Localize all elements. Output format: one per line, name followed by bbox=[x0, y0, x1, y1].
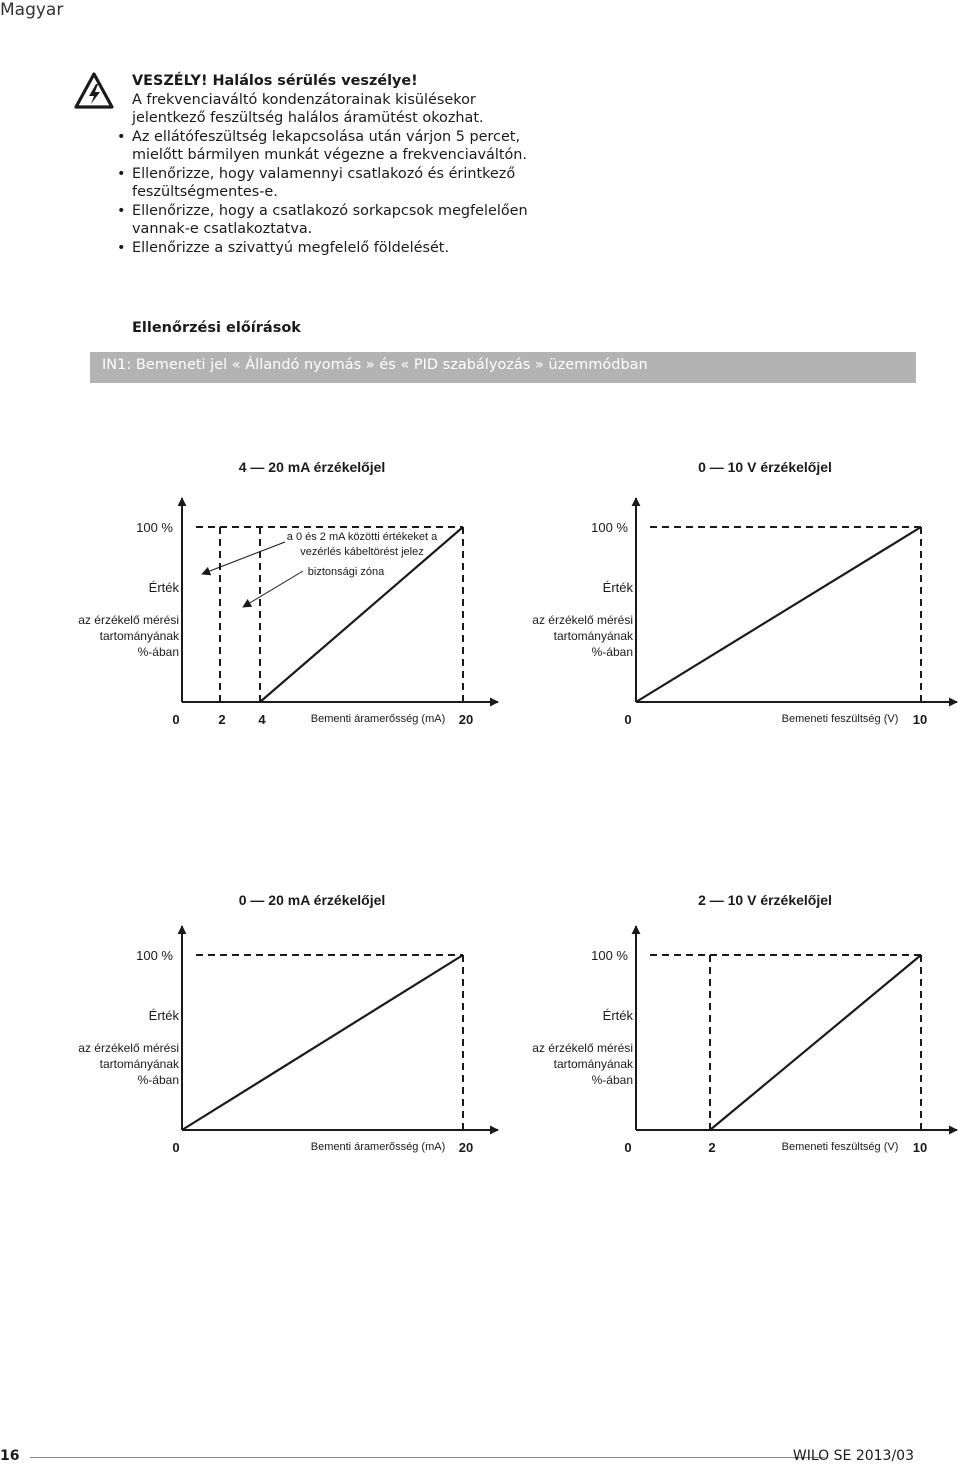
y-desc: tartományának bbox=[553, 1057, 633, 1071]
y-desc: %-ában bbox=[591, 1073, 633, 1087]
x-tick-label: 20 bbox=[458, 712, 474, 727]
x-tick-label: 10 bbox=[912, 1140, 928, 1155]
publisher-info: WILO SE 2013/03 bbox=[792, 1448, 914, 1464]
y-top-label: 100 % bbox=[591, 948, 628, 963]
y-desc: %-ában bbox=[591, 645, 633, 659]
y-desc: az érzékelő mérési bbox=[532, 1041, 633, 1055]
x-tick-label: 20 bbox=[458, 1140, 474, 1155]
warning-bullet-text: Ellenőrizze, hogy valamennyi csatlakozó és érintkező bbox=[132, 165, 516, 182]
bullet-glyph: • bbox=[117, 165, 126, 182]
banner-text: IN1: Bemeneti jel « Állandó nyomás » és « PID szabályozás » üzemmódban bbox=[102, 357, 648, 373]
x-tick-label: 0 bbox=[624, 712, 632, 727]
y-desc: %-ában bbox=[137, 1073, 179, 1087]
y-label: Érték bbox=[602, 580, 633, 595]
y-desc: az érzékelő mérési bbox=[78, 613, 179, 627]
characteristic-line bbox=[182, 955, 463, 1130]
warning-bullet-text: vannak-e csatlakoztatva. bbox=[132, 221, 313, 237]
characteristic-line bbox=[636, 527, 921, 702]
y-desc: %-ában bbox=[137, 645, 179, 659]
warning-bullet-text: mielőtt bármilyen munkát végezne a frekvenciaváltón. bbox=[132, 147, 528, 163]
characteristic-line bbox=[710, 955, 921, 1130]
x-axis-label: Bemeneti feszültség (V) bbox=[781, 1141, 899, 1153]
x-tick-label: 0 bbox=[172, 712, 180, 727]
section-title: Ellenőrzési előírások bbox=[132, 320, 301, 336]
annotation-text: vezérlés kábeltörést jelez bbox=[300, 546, 424, 558]
x-tick-label: 0 bbox=[172, 1140, 180, 1155]
x-tick-label: 4 bbox=[258, 712, 266, 727]
y-desc: tartományának bbox=[553, 629, 633, 643]
footer-rule bbox=[30, 1457, 825, 1458]
chart-4-20ma bbox=[78, 459, 498, 727]
warning-bullet-text: feszültségmentes-e. bbox=[132, 184, 278, 200]
y-label: Érték bbox=[602, 1008, 633, 1023]
y-desc: az érzékelő mérési bbox=[78, 1041, 179, 1055]
y-top-label: 100 % bbox=[591, 520, 628, 535]
warning-bullet-text: Ellenőrizze, hogy a csatlakozó sorkapcsok megfelelően bbox=[132, 202, 528, 219]
chart-title: 2 — 10 V érzékelőjel bbox=[698, 892, 832, 908]
annotation-arrow bbox=[202, 542, 285, 574]
y-label: Érték bbox=[148, 1008, 179, 1023]
page-number: 16 bbox=[0, 1448, 20, 1464]
chart-title: 0 — 20 mA érzékelőjel bbox=[238, 892, 386, 908]
x-tick-label: 0 bbox=[624, 1140, 632, 1155]
bullet-glyph: • bbox=[117, 202, 126, 219]
y-desc: az érzékelő mérési bbox=[532, 613, 633, 627]
warning-bullet-text: Ellenőrizze a szivattyú megfelelő földelését. bbox=[132, 239, 450, 256]
warning-intro-line: jelentkező feszültség halálos áramütést okozhat. bbox=[132, 110, 484, 126]
x-tick-label: 10 bbox=[912, 712, 928, 727]
annotation-arrow bbox=[243, 571, 303, 607]
warning-intro-line: A frekvenciaváltó kondenzátorainak kisülésekor bbox=[132, 91, 476, 108]
x-tick-label: 2 bbox=[708, 1140, 716, 1155]
y-top-label: 100 % bbox=[136, 948, 173, 963]
chart-title: 4 — 20 mA érzékelőjel bbox=[238, 459, 386, 475]
annotation-text: a 0 és 2 mA közötti értékeket a bbox=[286, 531, 438, 543]
x-tick-label: 2 bbox=[218, 712, 226, 727]
x-axis-label: Bementi áramerősség (mA) bbox=[310, 1141, 446, 1153]
y-desc: tartományának bbox=[99, 629, 179, 643]
annotation-text: biztonsági zóna bbox=[307, 566, 385, 578]
chart-2-10v bbox=[532, 892, 957, 1155]
x-axis-label: Bementi áramerősség (mA) bbox=[310, 713, 446, 725]
chart-title: 0 — 10 V érzékelőjel bbox=[698, 459, 832, 475]
bullet-glyph: • bbox=[117, 239, 126, 256]
chart-0-10v bbox=[532, 459, 957, 727]
warning-title: VESZÉLY! Halálos sérülés veszélye! bbox=[132, 73, 418, 89]
y-top-label: 100 % bbox=[136, 520, 173, 535]
y-desc: tartományának bbox=[99, 1057, 179, 1071]
language-label: Magyar bbox=[0, 0, 64, 20]
warning-bullet-text: Az ellátófeszültség lekapcsolása után várjon 5 percet, bbox=[132, 128, 521, 145]
y-label: Érték bbox=[148, 580, 179, 595]
chart-0-20ma bbox=[78, 892, 498, 1155]
x-axis-label: Bemeneti feszültség (V) bbox=[781, 713, 899, 725]
bullet-glyph: • bbox=[117, 128, 126, 145]
